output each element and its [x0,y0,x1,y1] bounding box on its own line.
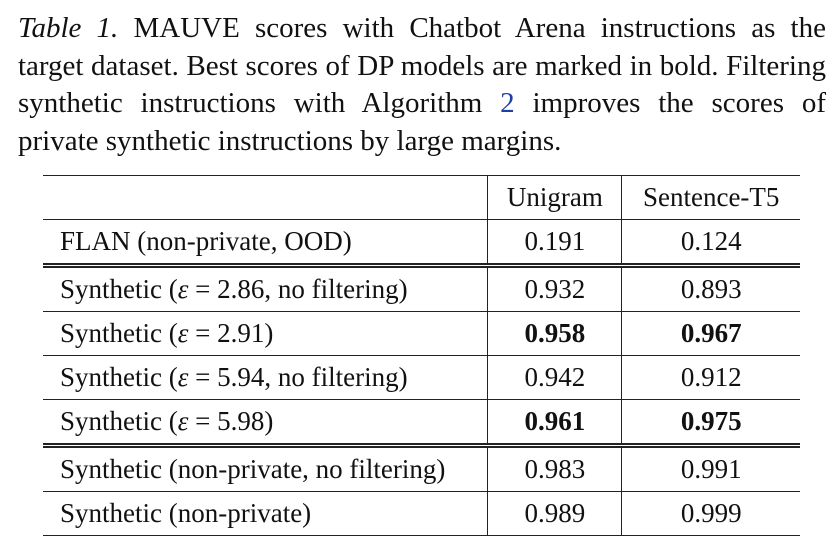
table-header-row [43,176,800,220]
row-method: Synthetic (non-private) [60,498,312,528]
caption-text-1: MAUVE scores with Chatbot Arena instructions as the target dataset. Best scores of DP models are marked in bold. Filtering synthetic instructions with Algorithm [18,12,826,119]
row-unigram: 0.942 [488,356,622,400]
row-sentence-t5: 0.912 [680,362,742,392]
row-unigram: 0.191 [488,220,622,266]
row-sentence-t5: 0.893 [680,274,742,304]
table-caption [18,10,826,160]
row-sentence-t5: 0.124 [680,226,742,256]
epsilon-symbol: ε [177,274,189,304]
caption-label: Table 1. [18,12,119,44]
row-sentence-t5-best: 0.975 [680,406,742,436]
epsilon-symbol: ε [177,406,189,436]
row-sentence-t5: 0.991 [680,454,742,484]
row-sentence-t5-best: 0.967 [680,318,742,348]
row-method: Synthetic (ε = 5.98) [60,406,274,436]
header-method [43,176,488,220]
table-row [43,446,800,492]
table-row [43,492,800,536]
mauve-results-table [43,175,800,536]
header-unigram: Unigram [488,176,622,220]
epsilon-symbol: ε [177,362,189,392]
table-row [43,356,800,400]
epsilon-symbol: ε [177,318,189,348]
row-unigram-best: 0.961 [488,400,622,446]
table-row [43,400,800,446]
row-unigram: 0.989 [488,492,622,536]
row-method: FLAN (non-private, OOD) [60,226,352,256]
row-unigram: 0.983 [488,446,622,492]
table-row [43,220,800,266]
row-method: Synthetic (non-private, no filtering) [60,454,446,484]
table-row [43,266,800,312]
row-method: Synthetic (ε = 5.94, no filtering) [60,362,408,392]
row-method: Synthetic (ε = 2.86, no filtering) [60,274,408,304]
table-row [43,312,800,356]
row-method: Synthetic (ε = 2.91) [60,318,274,348]
row-sentence-t5: 0.999 [680,498,742,528]
algorithm-reference-link[interactable]: 2 [500,87,515,119]
header-sentence-t5: Sentence-T5 [642,182,780,212]
row-unigram: 0.932 [488,266,622,312]
row-unigram-best: 0.958 [488,312,622,356]
caption-text-2: improves the scores of private synthetic instructions by large margins. [18,87,826,157]
